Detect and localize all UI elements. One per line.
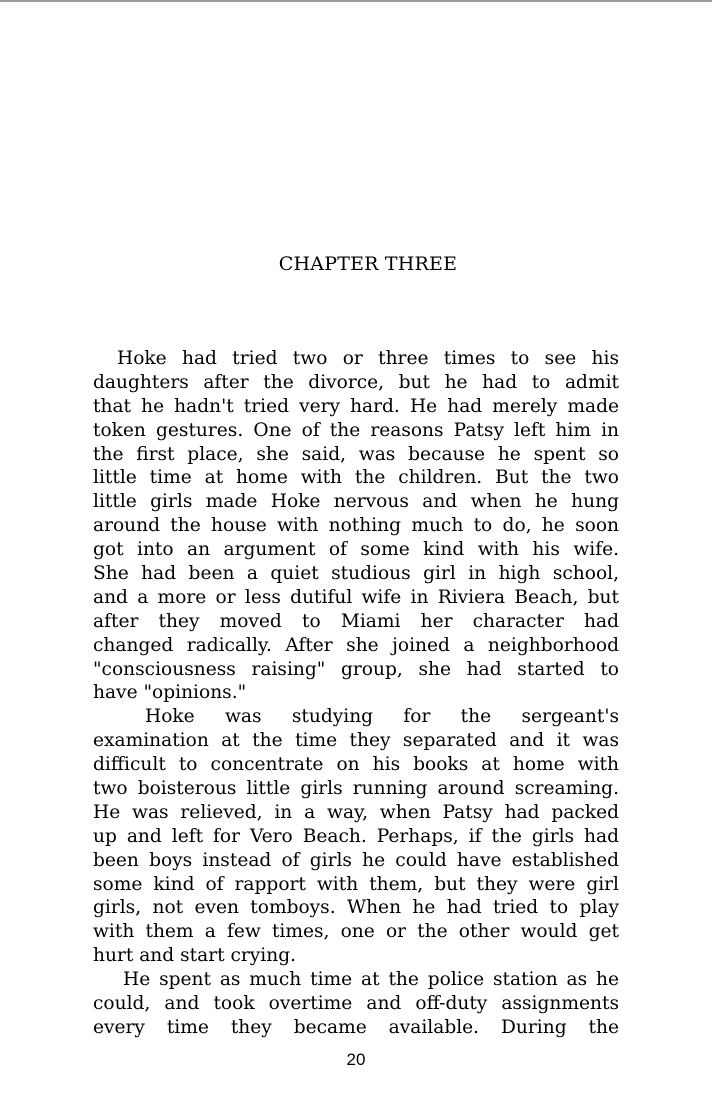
text-line: the first place, she said, was because he spent so [93,443,619,465]
page-number: 20 [346,1050,366,1069]
text-line: been boys instead of girls he could have established [93,849,619,871]
text-line: difficult to concentrate on his books at home with [93,754,619,776]
text-line: some kind of rapport with them, but they were girl [93,873,619,895]
text-line: little girls made Hoke nervous and when he hung [93,491,619,513]
text-line: He was relieved, in a way, when Patsy had packed [93,801,619,823]
text-line: and a more or less dutiful wife in Riviera Beach, but [93,586,619,608]
text-line: examination at the time they separated and it was [93,730,619,752]
text-line: could, and took overtime and off-duty assignments [93,993,619,1015]
text-line: He spent as much time at the police station as he [123,969,619,991]
text-line: have "opinions." [93,682,247,704]
text-line: She had been a quiet studious girl in high school, [93,563,619,585]
text-line: with them a few times, one or the other would get [93,921,619,943]
body-text [93,347,619,1040]
text-line: every time they became available. During the [93,1016,619,1038]
text-line: Hoke had tried two or three times to see his [117,348,619,369]
text-line: two boisterous little girls running around screaming. [93,778,619,800]
text-line: daughters after the divorce, but he had to admit [93,371,619,393]
text-line: token gestures. One of the reasons Patsy left him in [93,419,619,441]
chapter-title: CHAPTER THREE [278,253,458,275]
text-line: girls, not even tomboys. When he had tried to play [93,897,619,919]
text-line: got into an argument of some kind with his wife. [93,539,619,561]
text-line: hurt and start crying. [93,945,297,967]
text-line: "consciousness raising" group, she had started to [93,658,619,680]
text-line: Hoke was studying for the sergeant's [145,706,619,728]
text-line: that he hadn't tried very hard. He had merely made [93,395,619,417]
text-line: changed radically. After she joined a neighborhood [93,634,619,656]
top-border-rule [0,0,712,2]
text-line: around the house with nothing much to do, he soon [93,515,619,537]
text-line: little time at home with the children. But the two [93,467,619,489]
text-line: up and left for Vero Beach. Perhaps, if the girls had [93,825,619,847]
text-line: after they moved to Miami her character had [93,610,619,632]
